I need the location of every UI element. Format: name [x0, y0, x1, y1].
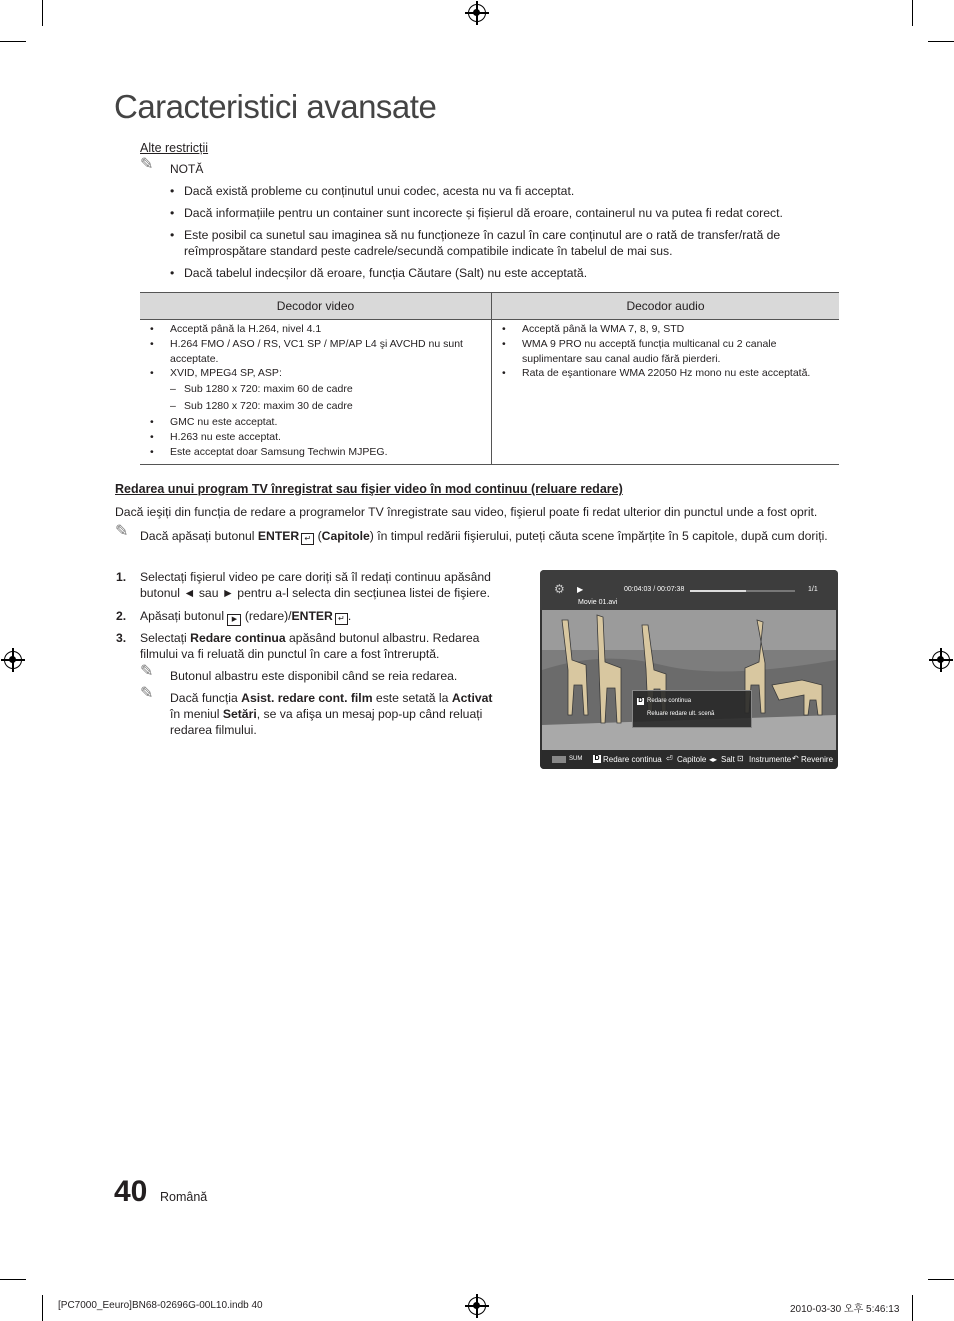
list-item: • GMC nu este acceptat.	[140, 415, 491, 430]
note-pencil-icon: ✎	[115, 523, 129, 540]
enter-icon: ↵	[301, 533, 314, 545]
list-item: – Sub 1280 x 720: maxim 30 de cadre	[140, 398, 491, 415]
note-pencil-icon: ✎	[140, 685, 154, 702]
popup-title: Redare continua	[647, 698, 692, 704]
list-item: – Sub 1280 x 720: maxim 60 de cadre	[140, 381, 491, 398]
registration-mark-icon	[4, 651, 22, 669]
tools-icon: ⊡	[737, 754, 744, 763]
table-header-video: Decodor video	[140, 293, 492, 320]
step-3: 3. Selectați Redare continua apăsând butonul albastru. Redarea filmului va fi reluată din punctul în care a fost întreruptă.	[116, 631, 480, 661]
enter-icon: ⏎	[666, 754, 673, 763]
film-reel-icon: ⚙	[554, 582, 565, 596]
audio-decoder-cell	[492, 320, 840, 465]
play-status-icon: ▶	[577, 585, 584, 594]
section-heading-resume-playback: Redarea unui program TV înregistrat sau fişier video în mod continuu (reluare redare)	[115, 482, 623, 496]
crop-mark	[928, 1279, 954, 1280]
crop-mark	[912, 0, 913, 26]
page-language: Română	[160, 1190, 208, 1204]
note-chapters: Dacă apăsați butonul ENTER ↵ (Capitole) în timpul redării fişierului, puteți căuta scene împărțite în 5 capitole, după cum doriți.	[140, 529, 828, 543]
progress-fill	[690, 590, 746, 592]
page-number: 40	[114, 1175, 148, 1208]
decoder-table	[140, 292, 839, 465]
bar-redare-continua[interactable]: Redare continua	[603, 755, 662, 764]
video-frame-image	[542, 610, 836, 750]
note-pencil-icon: ✎	[140, 663, 154, 680]
crop-mark	[912, 1295, 913, 1321]
sum-label: SUM	[569, 756, 583, 762]
registration-mark-icon	[468, 1297, 486, 1315]
list-item: • Dacă există probleme cu conținutul unui codec, acesta nu va fi acceptat.	[170, 184, 575, 198]
note-popup: Dacă funcția Asist. redare cont. film este setată la Activat în meniul Setări, se va afişa un mesaj pop-up când reluați redarea filmului.	[170, 691, 493, 737]
list-item: • Este acceptat doar Samsung Techwin MJPEG.	[140, 445, 491, 460]
crop-mark	[928, 41, 954, 42]
list-item: • Dacă informațiile pentru un container sunt incorecte și fișierul dă eroare, containerul nu va putea fi redat corect.	[170, 206, 783, 220]
tv-screenshot	[540, 570, 838, 769]
table-header-audio: Decodor audio	[492, 293, 840, 320]
step-2: 2. Apăsați butonul ▶ (redare)/ENTER ↵ .	[140, 608, 510, 626]
bar-salt[interactable]: Salt	[721, 755, 735, 764]
blue-d-button-icon: D	[638, 698, 643, 704]
playback-time: 00:04:03 / 00:07:38	[624, 586, 685, 593]
footer-date-info: 2010-03-30 오후 5:46:13	[790, 1304, 900, 1315]
file-name: Movie 01.avi	[578, 599, 618, 606]
giraffe-scene-image	[542, 610, 836, 750]
resume-popup[interactable]	[632, 690, 752, 728]
bar-revenire[interactable]: Revenire	[801, 755, 834, 764]
bar-instrumente[interactable]: Instrumente	[749, 755, 792, 764]
list-item: • Dacă tabelul indecșilor dă eroare, funcția Căutare (Salt) nu este acceptată.	[170, 266, 588, 280]
player-top-bar	[540, 570, 838, 610]
d-button-icon: D	[594, 755, 600, 762]
crop-mark	[42, 0, 43, 26]
section-heading-other-restrictions: Alte restricții	[140, 141, 209, 155]
left-right-arrows-icon: ◂▸	[709, 755, 718, 764]
remote-icon	[552, 756, 566, 763]
enter-icon: ↵	[335, 613, 348, 625]
list-item: • Acceptă până la H.264, nivel 4.1	[140, 322, 491, 337]
registration-mark-icon	[932, 651, 950, 669]
list-item: • Rata de eşantionare WMA 22050 Hz mono nu este acceptată.	[492, 366, 839, 381]
note-label: NOTĂ	[170, 162, 204, 176]
bar-capitole[interactable]: Capitole	[677, 755, 707, 764]
return-icon: ↶	[792, 754, 799, 763]
crop-mark	[0, 41, 26, 42]
video-decoder-cell	[140, 320, 492, 465]
footer-file-info: [PC7000_Eeuro]BN68-02696G-00L10.indb 40	[58, 1300, 263, 1311]
step-1: 1. Selectați fişierul video pe care doriți să îl redați continuu apăsând butonul ◄ sau ► pentru a-l selecta din secțiunea listei de fişiere.	[116, 570, 491, 600]
crop-mark	[42, 1295, 43, 1321]
list-item: • Acceptă până la WMA 7, 8, 9, STD	[492, 322, 839, 337]
player-bottom-bar	[540, 750, 838, 769]
list-item: • WMA 9 PRO nu acceptă funcția multicanal cu 2 canale suplimentare sau canal audio fără pierderi.	[492, 337, 839, 367]
list-item: • Este posibil ca sunetul sau imaginea să nu funcționeze în cazul în care conținutul are o rată de transfer/rată de reîmprospătare standard peste cadrele/secundă compatibile indicate în tabelul de mai sus.	[170, 228, 781, 258]
popup-subtitle: Reluare redare ult. scenă	[647, 711, 715, 717]
note-pencil-icon: ✎	[140, 156, 154, 173]
registration-mark-icon	[468, 4, 486, 22]
file-count: 1/1	[808, 586, 818, 593]
page-title: Caracteristici avansate	[114, 88, 437, 125]
note-blue-button: Butonul albastru este disponibil când se reia redarea.	[170, 669, 458, 683]
list-item: • H.263 nu este acceptat.	[140, 430, 491, 445]
list-item: • XVID, MPEG4 SP, ASP:	[140, 366, 491, 381]
list-item: • H.264 FMO / ASO / RS, VC1 SP / MP/AP L4 şi AVCHD nu sunt acceptate.	[140, 337, 491, 367]
play-icon: ▶	[227, 614, 241, 626]
intro-paragraph: Dacă ieşiți din funcția de redare a programelor TV înregistrate sau video, fişierul poate fi redat ulterior din punctul unde a fost oprit.	[115, 505, 818, 519]
progress-track	[690, 590, 795, 592]
crop-mark	[0, 1279, 26, 1280]
